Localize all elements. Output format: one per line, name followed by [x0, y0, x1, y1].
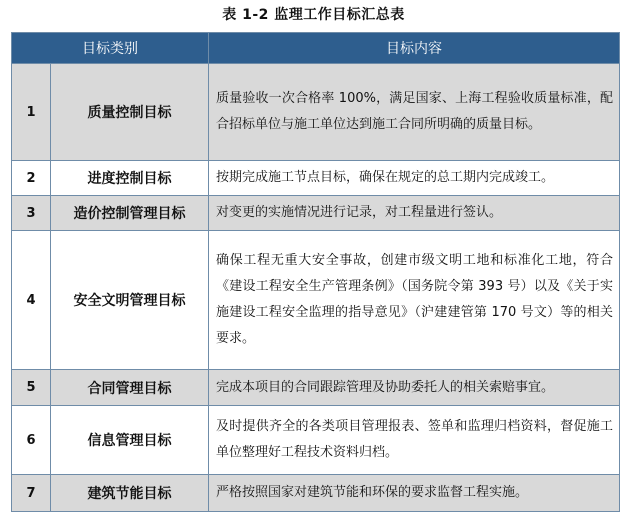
row-content: 确保工程无重大安全事故，创建市级文明工地和标准化工地，符合《建设工程安全生产管理条例》（国务院令第 393 号）以及《关于实施建设工程安全监理的指导意见》（沪建建管第 170 号文）等的相关要求。	[209, 231, 620, 370]
row-number: 7	[12, 475, 51, 512]
row-category: 信息管理目标	[51, 406, 209, 475]
row-number: 1	[12, 64, 51, 161]
table-row	[12, 475, 620, 512]
row-content: 完成本项目的合同跟踪管理及协助委托人的相关索赔事宜。	[209, 370, 620, 406]
table-row	[12, 231, 620, 370]
row-number: 5	[12, 370, 51, 406]
table-caption: 表 1-2 监理工作目标汇总表	[222, 7, 405, 23]
row-category: 安全文明管理目标	[51, 231, 209, 370]
header-category: 目标类别	[12, 33, 209, 64]
row-category: 建筑节能目标	[51, 475, 209, 512]
header-content: 目标内容	[209, 33, 620, 64]
table-row	[12, 406, 620, 475]
row-content: 按期完成施工节点目标，确保在规定的总工期内完成竣工。	[209, 161, 620, 196]
row-content: 质量验收一次合格率 100%，满足国家、上海工程验收质量标准，配合招标单位与施工单位达到施工合同所明确的质量目标。	[209, 64, 620, 161]
goals-summary-table	[11, 32, 620, 512]
row-category: 合同管理目标	[51, 370, 209, 406]
row-number: 2	[12, 161, 51, 196]
row-number: 4	[12, 231, 51, 370]
table-row	[12, 196, 620, 231]
row-number: 6	[12, 406, 51, 475]
row-content: 及时提供齐全的各类项目管理报表、签单和监理归档资料，督促施工单位整理好工程技术资料归档。	[209, 406, 620, 475]
table-header-row	[12, 33, 620, 64]
row-number: 3	[12, 196, 51, 231]
row-content: 对变更的实施情况进行记录，对工程量进行签认。	[209, 196, 620, 231]
table-row	[12, 370, 620, 406]
table-row	[12, 64, 620, 161]
table-row	[12, 161, 620, 196]
row-category: 质量控制目标	[51, 64, 209, 161]
row-category: 造价控制管理目标	[51, 196, 209, 231]
row-content: 严格按照国家对建筑节能和环保的要求监督工程实施。	[209, 475, 620, 512]
row-category: 进度控制目标	[51, 161, 209, 196]
